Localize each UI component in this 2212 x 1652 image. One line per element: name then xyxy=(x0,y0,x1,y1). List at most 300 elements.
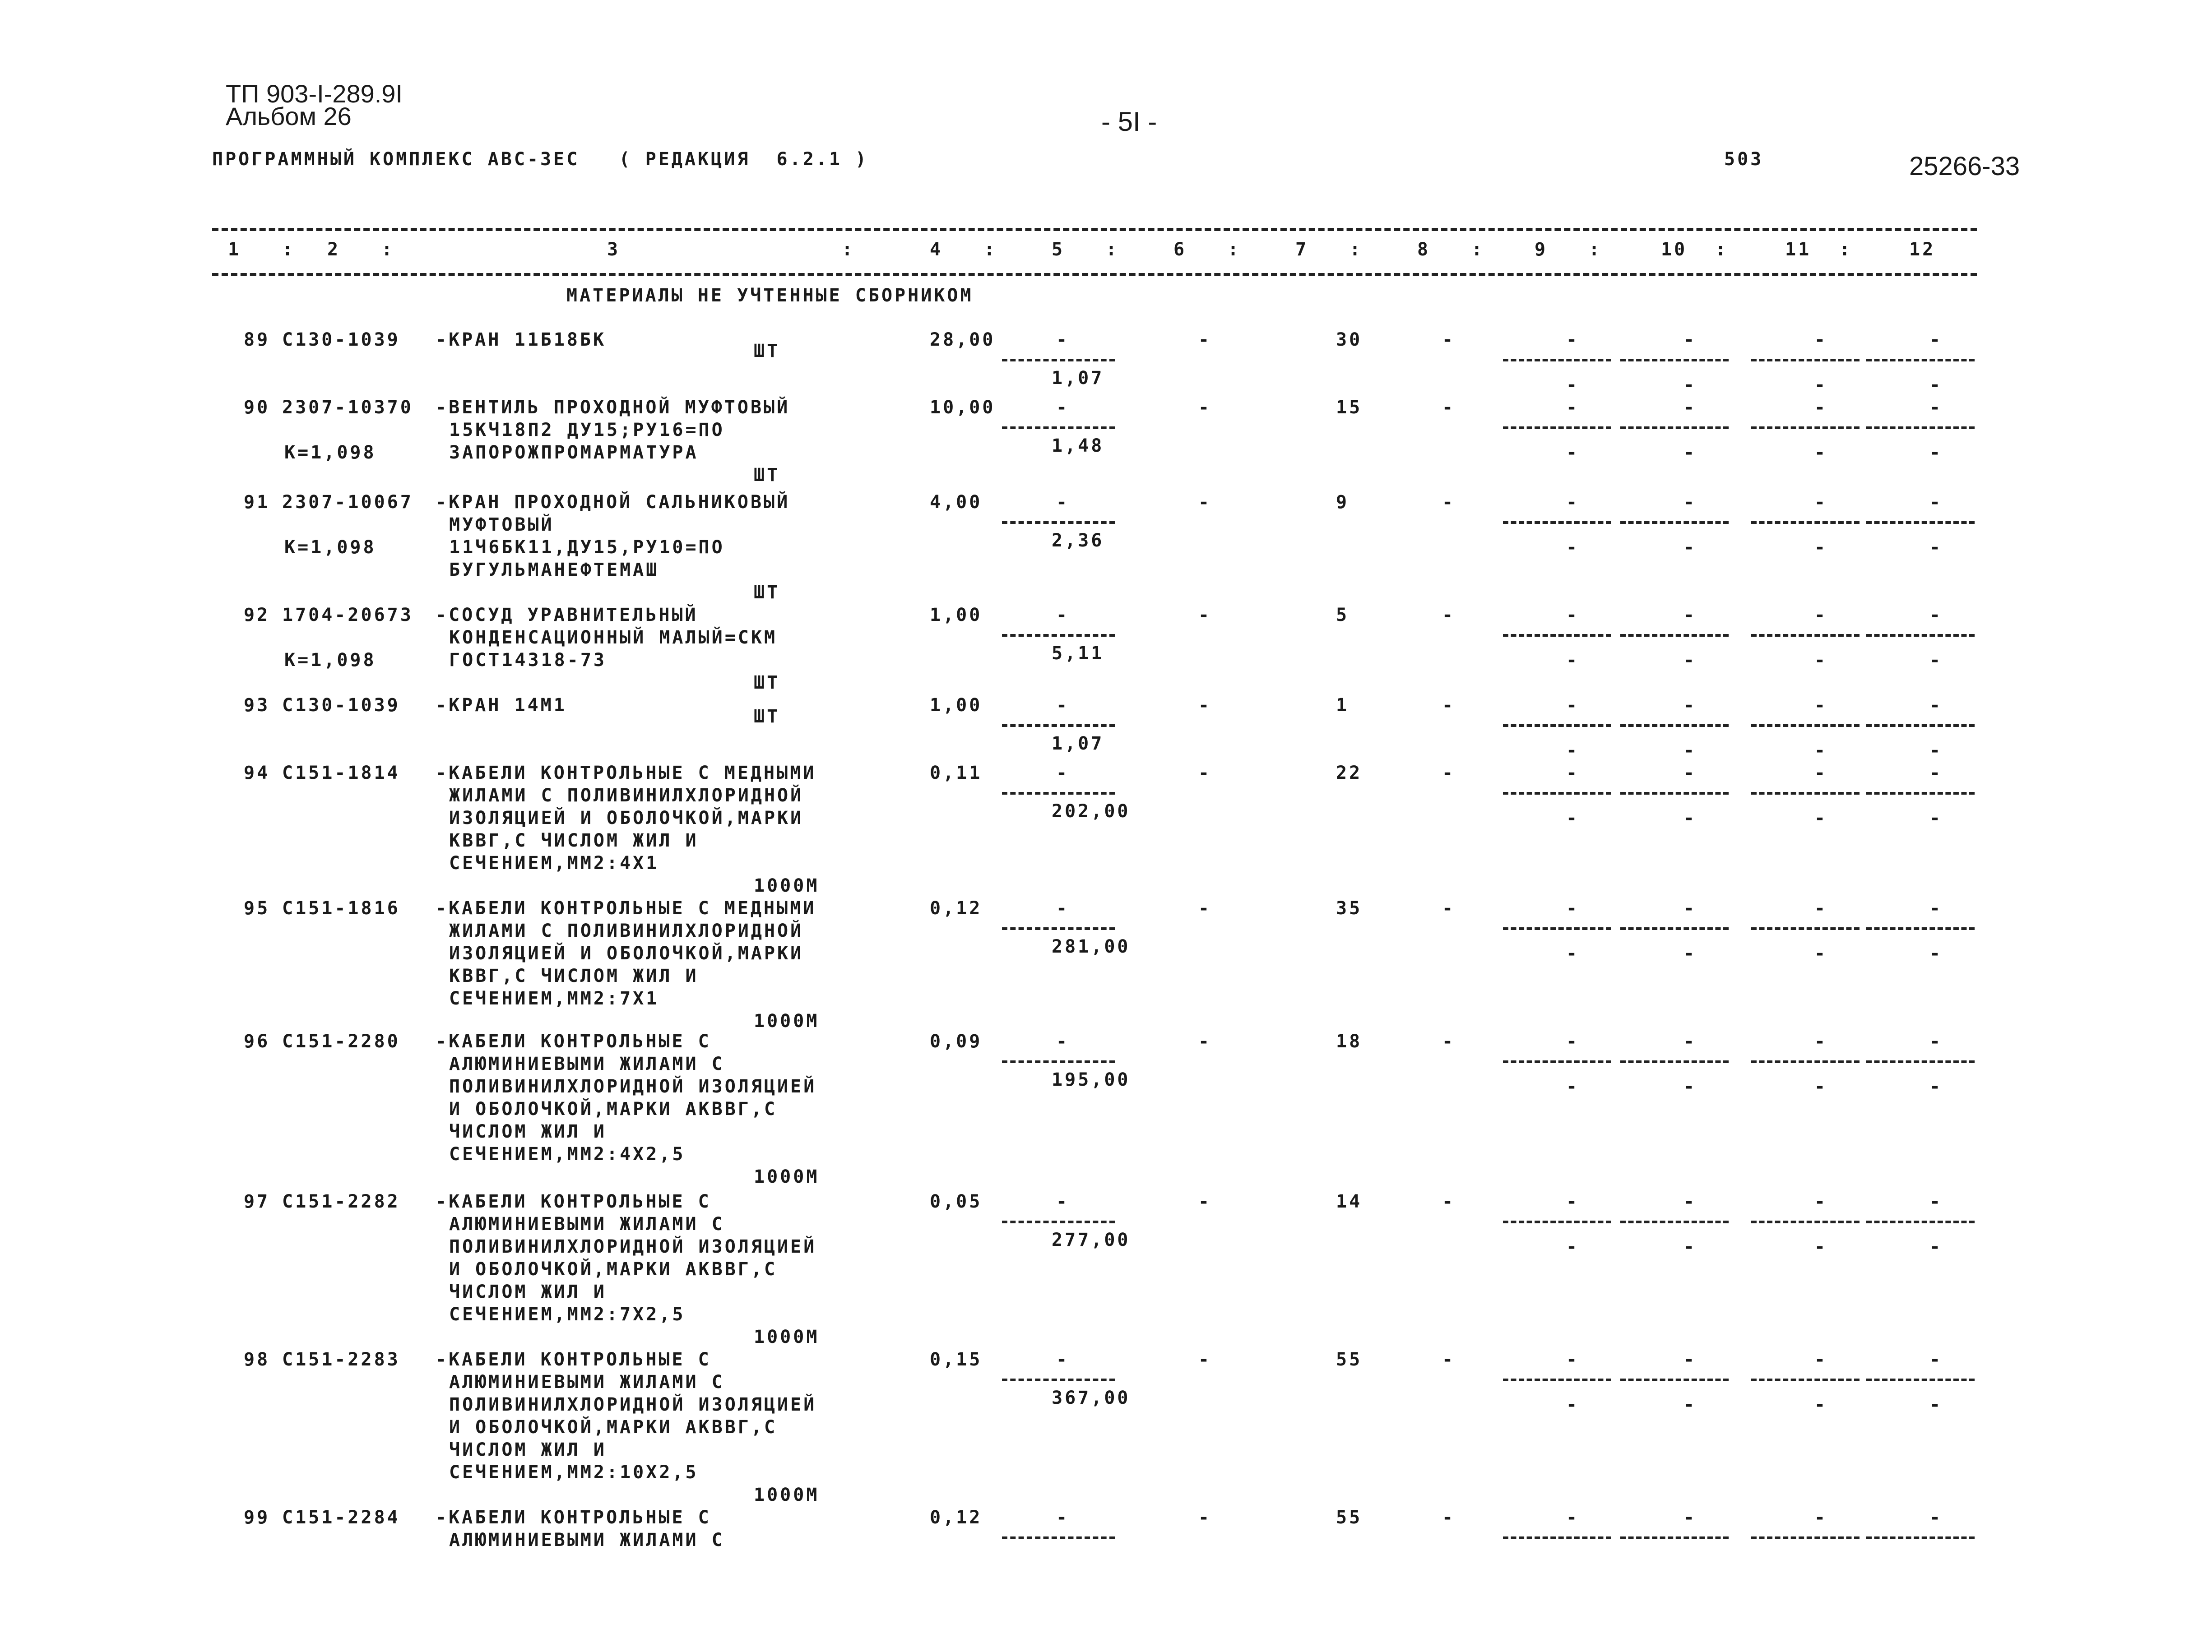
col6-value: - xyxy=(1198,763,1210,783)
col12-subvalue: - xyxy=(1929,442,1941,463)
col11-value: - xyxy=(1814,1507,1826,1528)
col7-value: 35 xyxy=(1336,898,1363,919)
col9-dash-line xyxy=(1503,426,1611,429)
price-dash-line xyxy=(1002,1060,1115,1063)
col7-value: 15 xyxy=(1336,397,1363,418)
col12-value: - xyxy=(1929,605,1941,625)
col11-value: - xyxy=(1814,1031,1826,1052)
col8-value: - xyxy=(1442,492,1453,513)
price-dash-line xyxy=(1002,521,1115,524)
program-line: ПРОГРАММНЫЙ КОМПЛЕКС АВС-3ЕС ( РЕДАКЦИЯ 6.2.1 ) xyxy=(212,149,869,170)
column-number-10: 10 xyxy=(1661,239,1688,260)
unit: 1000М xyxy=(754,1485,820,1505)
price-dash-line xyxy=(1002,1221,1115,1223)
col9-value: - xyxy=(1566,605,1577,625)
col5-value: - xyxy=(1056,397,1067,418)
col9-value: - xyxy=(1566,329,1577,350)
resource-code: С130-1039 xyxy=(282,695,400,716)
description-line: -КАБЕЛИ КОНТРОЛЬНЫЕ С МЕДНЫМИ xyxy=(436,898,816,919)
col10-value: - xyxy=(1683,605,1695,625)
row-number: 94 xyxy=(244,763,270,783)
description-line: ИЗОЛЯЦИЕЙ И ОБОЛОЧКОЙ,МАРКИ xyxy=(449,808,804,828)
col10-value: - xyxy=(1683,1031,1695,1052)
unit-price: 2,36 xyxy=(1052,530,1104,551)
col10-value: - xyxy=(1683,763,1695,783)
col11-value: - xyxy=(1814,695,1826,716)
column-number-6: 6 xyxy=(1173,239,1187,260)
col9-subvalue: - xyxy=(1566,740,1577,761)
description-line: СЕЧЕНИЕМ,ММ2:7Х2,5 xyxy=(449,1304,686,1325)
row-number: 96 xyxy=(244,1031,270,1052)
unit-price: 195,00 xyxy=(1052,1069,1131,1090)
unit: 1000М xyxy=(754,1327,820,1347)
unit: ШТ xyxy=(754,672,780,693)
col12-value: - xyxy=(1929,1349,1941,1370)
col9-dash-line xyxy=(1503,927,1611,930)
stamp-small: 503 xyxy=(1724,149,1764,170)
col12-value: - xyxy=(1929,1191,1941,1212)
price-dash-line xyxy=(1002,1536,1115,1539)
table-top-rule xyxy=(212,228,1977,231)
col11-value: - xyxy=(1814,329,1826,350)
description-line: КВВГ,С ЧИСЛОМ ЖИЛ И xyxy=(449,966,699,986)
col9-dash-line xyxy=(1503,1221,1611,1223)
price-dash-line xyxy=(1002,634,1115,637)
price-dash-line xyxy=(1002,724,1115,727)
description-line: БУГУЛЬМАНЕФТЕМАШ xyxy=(449,560,659,580)
unit: 1000М xyxy=(754,875,820,896)
col9-value: - xyxy=(1566,1349,1577,1370)
col10-dash-line xyxy=(1620,1379,1729,1381)
col12-dash-line xyxy=(1866,1536,1975,1539)
column-number-9: 9 xyxy=(1535,239,1548,260)
description-line: -КРАН 14М1 xyxy=(436,695,567,716)
price-dash-line xyxy=(1002,426,1115,429)
col9-value: - xyxy=(1566,1031,1577,1052)
col9-subvalue: - xyxy=(1566,375,1577,395)
col11-dash-line xyxy=(1751,1221,1860,1223)
col11-subvalue: - xyxy=(1814,1236,1826,1257)
col12-subvalue: - xyxy=(1929,1236,1941,1257)
column-separator: : xyxy=(1106,239,1119,260)
resource-code: С151-1814 xyxy=(282,763,400,783)
col11-subvalue: - xyxy=(1814,1076,1826,1097)
col5-value: - xyxy=(1056,1191,1067,1212)
col9-subvalue: - xyxy=(1566,650,1577,671)
col6-value: - xyxy=(1198,605,1210,625)
col5-value: - xyxy=(1056,695,1067,716)
col12-subvalue: - xyxy=(1929,537,1941,558)
col10-subvalue: - xyxy=(1683,375,1695,395)
col10-value: - xyxy=(1683,329,1695,350)
resource-code: С151-2280 xyxy=(282,1031,400,1052)
album-label: Альбом 26 xyxy=(226,102,352,130)
col10-dash-line xyxy=(1620,634,1729,637)
col9-subvalue: - xyxy=(1566,442,1577,463)
column-separator: : xyxy=(1589,239,1602,260)
col10-value: - xyxy=(1683,695,1695,716)
description-line: СЕЧЕНИЕМ,ММ2:4Х1 xyxy=(449,853,659,874)
col12-value: - xyxy=(1929,763,1941,783)
col6-value: - xyxy=(1198,898,1210,919)
col11-value: - xyxy=(1814,492,1826,513)
column-separator: : xyxy=(1715,239,1729,260)
column-separator: : xyxy=(1349,239,1363,260)
col10-value: - xyxy=(1683,1349,1695,1370)
description-line: 11Ч6БК11,ДУ15,РУ10=ПО xyxy=(449,537,725,558)
description-line: И ОБОЛОЧКОЙ,МАРКИ АКВВГ,С xyxy=(449,1099,778,1120)
resource-code: 1704-20673 xyxy=(282,605,413,625)
description-line: ПОЛИВИНИЛХЛОРИДНОЙ ИЗОЛЯЦИЕЙ xyxy=(449,1076,817,1097)
col11-value: - xyxy=(1814,1349,1826,1370)
unit-price: 1,07 xyxy=(1052,733,1104,754)
description-line: КОНДЕНСАЦИОННЫЙ МАЛЫЙ=СКМ xyxy=(449,627,778,648)
column-separator: : xyxy=(842,239,855,260)
col11-subvalue: - xyxy=(1814,650,1826,671)
col8-value: - xyxy=(1442,695,1453,716)
col9-subvalue: - xyxy=(1566,1236,1577,1257)
col9-dash-line xyxy=(1503,634,1611,637)
col5-value: - xyxy=(1056,1031,1067,1052)
description-line: АЛЮМИНИЕВЫМИ ЖИЛАМИ С xyxy=(449,1054,725,1074)
resource-code: С130-1039 xyxy=(282,329,400,350)
col9-value: - xyxy=(1566,1191,1577,1212)
col12-subvalue: - xyxy=(1929,375,1941,395)
col11-dash-line xyxy=(1751,1060,1860,1063)
description-line: ПОЛИВИНИЛХЛОРИДНОЙ ИЗОЛЯЦИЕЙ xyxy=(449,1236,817,1257)
col10-subvalue: - xyxy=(1683,1236,1695,1257)
description-line: ЗАПОРОЖПРОМАРМАТУРА xyxy=(449,442,699,463)
description-line: АЛЮМИНИЕВЫМИ ЖИЛАМИ С xyxy=(449,1530,725,1550)
col9-dash-line xyxy=(1503,1060,1611,1063)
col10-dash-line xyxy=(1620,1060,1729,1063)
resource-code: 2307-10067 xyxy=(282,492,413,513)
col9-subvalue: - xyxy=(1566,1076,1577,1097)
col12-subvalue: - xyxy=(1929,808,1941,828)
col12-dash-line xyxy=(1866,927,1975,930)
price-dash-line xyxy=(1002,927,1115,930)
col7-value: 55 xyxy=(1336,1349,1363,1370)
unit: ШТ xyxy=(754,465,780,486)
quantity: 4,00 xyxy=(930,492,983,513)
description-line: ЖИЛАМИ С ПОЛИВИНИЛХЛОРИДНОЙ xyxy=(449,785,804,806)
unit: 1000М xyxy=(754,1011,820,1032)
unit-price: 1,07 xyxy=(1052,368,1104,389)
col8-value: - xyxy=(1442,397,1453,418)
description-line: -КРАН ПРОХОДНОЙ САЛЬНИКОВЫЙ xyxy=(436,492,790,513)
col10-dash-line xyxy=(1620,1221,1729,1223)
col10-dash-line xyxy=(1620,521,1729,524)
quantity: 0,09 xyxy=(930,1031,983,1052)
row-number: 97 xyxy=(244,1191,270,1212)
col12-dash-line xyxy=(1866,792,1975,795)
col7-value: 22 xyxy=(1336,763,1363,783)
row-number: 93 xyxy=(244,695,270,716)
col9-dash-line xyxy=(1503,1379,1611,1381)
col8-value: - xyxy=(1442,763,1453,783)
price-dash-line xyxy=(1002,1379,1115,1381)
column-number-7: 7 xyxy=(1295,239,1309,260)
col9-value: - xyxy=(1566,763,1577,783)
resource-code: С151-2284 xyxy=(282,1507,400,1528)
col11-subvalue: - xyxy=(1814,537,1826,558)
column-separator: : xyxy=(1228,239,1241,260)
col12-dash-line xyxy=(1866,359,1975,361)
col5-value: - xyxy=(1056,492,1067,513)
description-line: АЛЮМИНИЕВЫМИ ЖИЛАМИ С xyxy=(449,1372,725,1393)
col6-value: - xyxy=(1198,1507,1210,1528)
col7-value: 5 xyxy=(1336,605,1349,625)
description-line: ЧИСЛОМ ЖИЛ И xyxy=(449,1282,607,1302)
col8-value: - xyxy=(1442,1349,1453,1370)
column-separator: : xyxy=(282,239,296,260)
quantity: 28,00 xyxy=(930,329,996,350)
description-line: И ОБОЛОЧКОЙ,МАРКИ АКВВГ,С xyxy=(449,1417,778,1438)
col9-value: - xyxy=(1566,397,1577,418)
description-line: -КАБЕЛИ КОНТРОЛЬНЫЕ С xyxy=(436,1507,711,1528)
row-number: 89 xyxy=(244,329,270,350)
col6-value: - xyxy=(1198,1031,1210,1052)
stamp-number: 25266-33 xyxy=(1909,152,2020,181)
col11-subvalue: - xyxy=(1814,442,1826,463)
column-number-11: 11 xyxy=(1785,239,1812,260)
page-number: - 5I - xyxy=(1101,106,1157,137)
description-line: -СОСУД УРАВНИТЕЛЬНЫЙ xyxy=(436,605,698,625)
col12-value: - xyxy=(1929,1031,1941,1052)
col7-value: 1 xyxy=(1336,695,1349,716)
col10-value: - xyxy=(1683,1507,1695,1528)
unit-price: 281,00 xyxy=(1052,936,1131,957)
col9-value: - xyxy=(1566,1507,1577,1528)
col5-value: - xyxy=(1056,1507,1067,1528)
col9-subvalue: - xyxy=(1566,537,1577,558)
quantity: 1,00 xyxy=(930,605,983,625)
description-line: СЕЧЕНИЕМ,ММ2:7Х1 xyxy=(449,988,659,1009)
unit-price: 1,48 xyxy=(1052,435,1104,456)
col5-value: - xyxy=(1056,898,1067,919)
col11-dash-line xyxy=(1751,792,1860,795)
description-line: ИЗОЛЯЦИЕЙ И ОБОЛОЧКОЙ,МАРКИ xyxy=(449,943,804,964)
col8-value: - xyxy=(1442,1191,1453,1212)
quantity: 0,12 xyxy=(930,898,983,919)
col12-value: - xyxy=(1929,898,1941,919)
col11-subvalue: - xyxy=(1814,375,1826,395)
column-separator: : xyxy=(1839,239,1853,260)
col12-dash-line xyxy=(1866,1379,1975,1381)
unit: ШТ xyxy=(754,706,780,727)
description-line: ГОСТ14318-73 xyxy=(449,650,607,671)
col12-subvalue: - xyxy=(1929,1394,1941,1415)
col10-value: - xyxy=(1683,1191,1695,1212)
resource-code: С151-1816 xyxy=(282,898,400,919)
col12-value: - xyxy=(1929,1507,1941,1528)
col8-value: - xyxy=(1442,1031,1453,1052)
col11-value: - xyxy=(1814,1191,1826,1212)
description-line: ЧИСЛОМ ЖИЛ И xyxy=(449,1121,607,1142)
col9-dash-line xyxy=(1503,792,1611,795)
description-line: -КАБЕЛИ КОНТРОЛЬНЫЕ С xyxy=(436,1191,711,1212)
col10-subvalue: - xyxy=(1683,650,1695,671)
resource-code: С151-2282 xyxy=(282,1191,400,1212)
col9-subvalue: - xyxy=(1566,808,1577,828)
row-number: 98 xyxy=(244,1349,270,1370)
column-number-5: 5 xyxy=(1052,239,1065,260)
col10-subvalue: - xyxy=(1683,1394,1695,1415)
row-number: 99 xyxy=(244,1507,270,1528)
col10-value: - xyxy=(1683,397,1695,418)
col11-dash-line xyxy=(1751,1379,1860,1381)
col10-subvalue: - xyxy=(1683,943,1695,964)
col12-subvalue: - xyxy=(1929,1076,1941,1097)
col10-value: - xyxy=(1683,898,1695,919)
column-header-rule xyxy=(212,273,1977,276)
unit-price: 5,11 xyxy=(1052,643,1104,664)
col10-dash-line xyxy=(1620,426,1729,429)
col11-value: - xyxy=(1814,605,1826,625)
quantity: 0,11 xyxy=(930,763,983,783)
col10-value: - xyxy=(1683,492,1695,513)
description-line: -ВЕНТИЛЬ ПРОХОДНОЙ МУФТОВЫЙ xyxy=(436,397,790,418)
col12-dash-line xyxy=(1866,1221,1975,1223)
col5-value: - xyxy=(1056,605,1067,625)
coefficient: К=1,098 xyxy=(284,650,376,671)
description-line: -КАБЕЛИ КОНТРОЛЬНЫЕ С МЕДНЫМИ xyxy=(436,763,816,783)
coefficient: К=1,098 xyxy=(284,442,376,463)
col10-dash-line xyxy=(1620,359,1729,361)
column-number-3: 3 xyxy=(607,239,621,260)
col7-value: 18 xyxy=(1336,1031,1363,1052)
col11-subvalue: - xyxy=(1814,808,1826,828)
column-number-1: 1 xyxy=(228,239,241,260)
col12-dash-line xyxy=(1866,1060,1975,1063)
description-line: КВВГ,С ЧИСЛОМ ЖИЛ И xyxy=(449,830,699,851)
col11-dash-line xyxy=(1751,426,1860,429)
col11-subvalue: - xyxy=(1814,943,1826,964)
col10-subvalue: - xyxy=(1683,537,1695,558)
description-line: СЕЧЕНИЕМ,ММ2:10Х2,5 xyxy=(449,1462,699,1483)
col10-subvalue: - xyxy=(1683,1076,1695,1097)
col10-subvalue: - xyxy=(1683,808,1695,828)
col11-value: - xyxy=(1814,397,1826,418)
description-line: 15КЧ18П2 ДУ15;РУ16=ПО xyxy=(449,420,725,440)
description-line: -КАБЕЛИ КОНТРОЛЬНЫЕ С xyxy=(436,1031,711,1052)
unit: ШТ xyxy=(754,582,780,603)
row-number: 90 xyxy=(244,397,270,418)
description-line: ЧИСЛОМ ЖИЛ И xyxy=(449,1439,607,1460)
column-separator: : xyxy=(1471,239,1485,260)
col9-subvalue: - xyxy=(1566,943,1577,964)
col9-subvalue: - xyxy=(1566,1394,1577,1415)
col11-subvalue: - xyxy=(1814,740,1826,761)
col10-subvalue: - xyxy=(1683,442,1695,463)
col9-value: - xyxy=(1566,898,1577,919)
col9-dash-line xyxy=(1503,359,1611,361)
description-line: И ОБОЛОЧКОЙ,МАРКИ АКВВГ,С xyxy=(449,1259,778,1280)
col12-value: - xyxy=(1929,695,1941,716)
quantity: 1,00 xyxy=(930,695,983,716)
column-number-row xyxy=(212,239,1977,262)
unit: ШТ xyxy=(754,341,780,361)
price-dash-line xyxy=(1002,359,1115,361)
column-number-2: 2 xyxy=(327,239,341,260)
row-number: 95 xyxy=(244,898,270,919)
col11-dash-line xyxy=(1751,1536,1860,1539)
col5-value: - xyxy=(1056,763,1067,783)
col10-dash-line xyxy=(1620,724,1729,727)
col12-dash-line xyxy=(1866,521,1975,524)
col7-value: 14 xyxy=(1336,1191,1363,1212)
quantity: 10,00 xyxy=(930,397,996,418)
col9-value: - xyxy=(1566,695,1577,716)
col12-subvalue: - xyxy=(1929,740,1941,761)
col7-value: 9 xyxy=(1336,492,1349,513)
description-line: -КАБЕЛИ КОНТРОЛЬНЫЕ С xyxy=(436,1349,711,1370)
col11-value: - xyxy=(1814,763,1826,783)
col12-dash-line xyxy=(1866,634,1975,637)
col11-subvalue: - xyxy=(1814,1394,1826,1415)
col7-value: 30 xyxy=(1336,329,1363,350)
col10-subvalue: - xyxy=(1683,740,1695,761)
description-line: ЖИЛАМИ С ПОЛИВИНИЛХЛОРИДНОЙ xyxy=(449,921,804,941)
description-line: СЕЧЕНИЕМ,ММ2:4Х2,5 xyxy=(449,1144,686,1165)
resource-code: 2307-10370 xyxy=(282,397,413,418)
col9-dash-line xyxy=(1503,521,1611,524)
unit: 1000М xyxy=(754,1166,820,1187)
unit-price: 202,00 xyxy=(1052,801,1131,822)
quantity: 0,15 xyxy=(930,1349,983,1370)
quantity: 0,05 xyxy=(930,1191,983,1212)
document-code: ТП 903-I-289.9I xyxy=(226,79,403,108)
unit-price: 367,00 xyxy=(1052,1388,1131,1408)
col11-dash-line xyxy=(1751,359,1860,361)
col6-value: - xyxy=(1198,329,1210,350)
description-line: МУФТОВЫЙ xyxy=(449,514,554,535)
col11-value: - xyxy=(1814,898,1826,919)
coefficient: К=1,098 xyxy=(284,537,376,558)
col12-value: - xyxy=(1929,397,1941,418)
col12-value: - xyxy=(1929,329,1941,350)
col6-value: - xyxy=(1198,1191,1210,1212)
description-line: -КРАН 11Б18БК xyxy=(436,329,607,350)
row-number: 91 xyxy=(244,492,270,513)
resource-code: С151-2283 xyxy=(282,1349,400,1370)
col11-dash-line xyxy=(1751,521,1860,524)
col11-dash-line xyxy=(1751,634,1860,637)
col12-dash-line xyxy=(1866,426,1975,429)
description-line: АЛЮМИНИЕВЫМИ ЖИЛАМИ С xyxy=(449,1214,725,1235)
col10-dash-line xyxy=(1620,792,1729,795)
column-separator: : xyxy=(381,239,395,260)
col10-dash-line xyxy=(1620,1536,1729,1539)
col8-value: - xyxy=(1442,605,1453,625)
col6-value: - xyxy=(1198,1349,1210,1370)
col5-value: - xyxy=(1056,1349,1067,1370)
unit-price: 277,00 xyxy=(1052,1230,1131,1250)
col9-value: - xyxy=(1566,492,1577,513)
col12-subvalue: - xyxy=(1929,943,1941,964)
col11-dash-line xyxy=(1751,927,1860,930)
col12-value: - xyxy=(1929,492,1941,513)
section-title: МАТЕРИАЛЫ НЕ УЧТЕННЫЕ СБОРНИКОМ xyxy=(566,285,974,306)
col8-value: - xyxy=(1442,898,1453,919)
col8-value: - xyxy=(1442,1507,1453,1528)
row-number: 92 xyxy=(244,605,270,625)
col9-dash-line xyxy=(1503,724,1611,727)
col6-value: - xyxy=(1198,695,1210,716)
column-separator: : xyxy=(984,239,997,260)
description-line: ПОЛИВИНИЛХЛОРИДНОЙ ИЗОЛЯЦИЕЙ xyxy=(449,1394,817,1415)
col9-dash-line xyxy=(1503,1536,1611,1539)
